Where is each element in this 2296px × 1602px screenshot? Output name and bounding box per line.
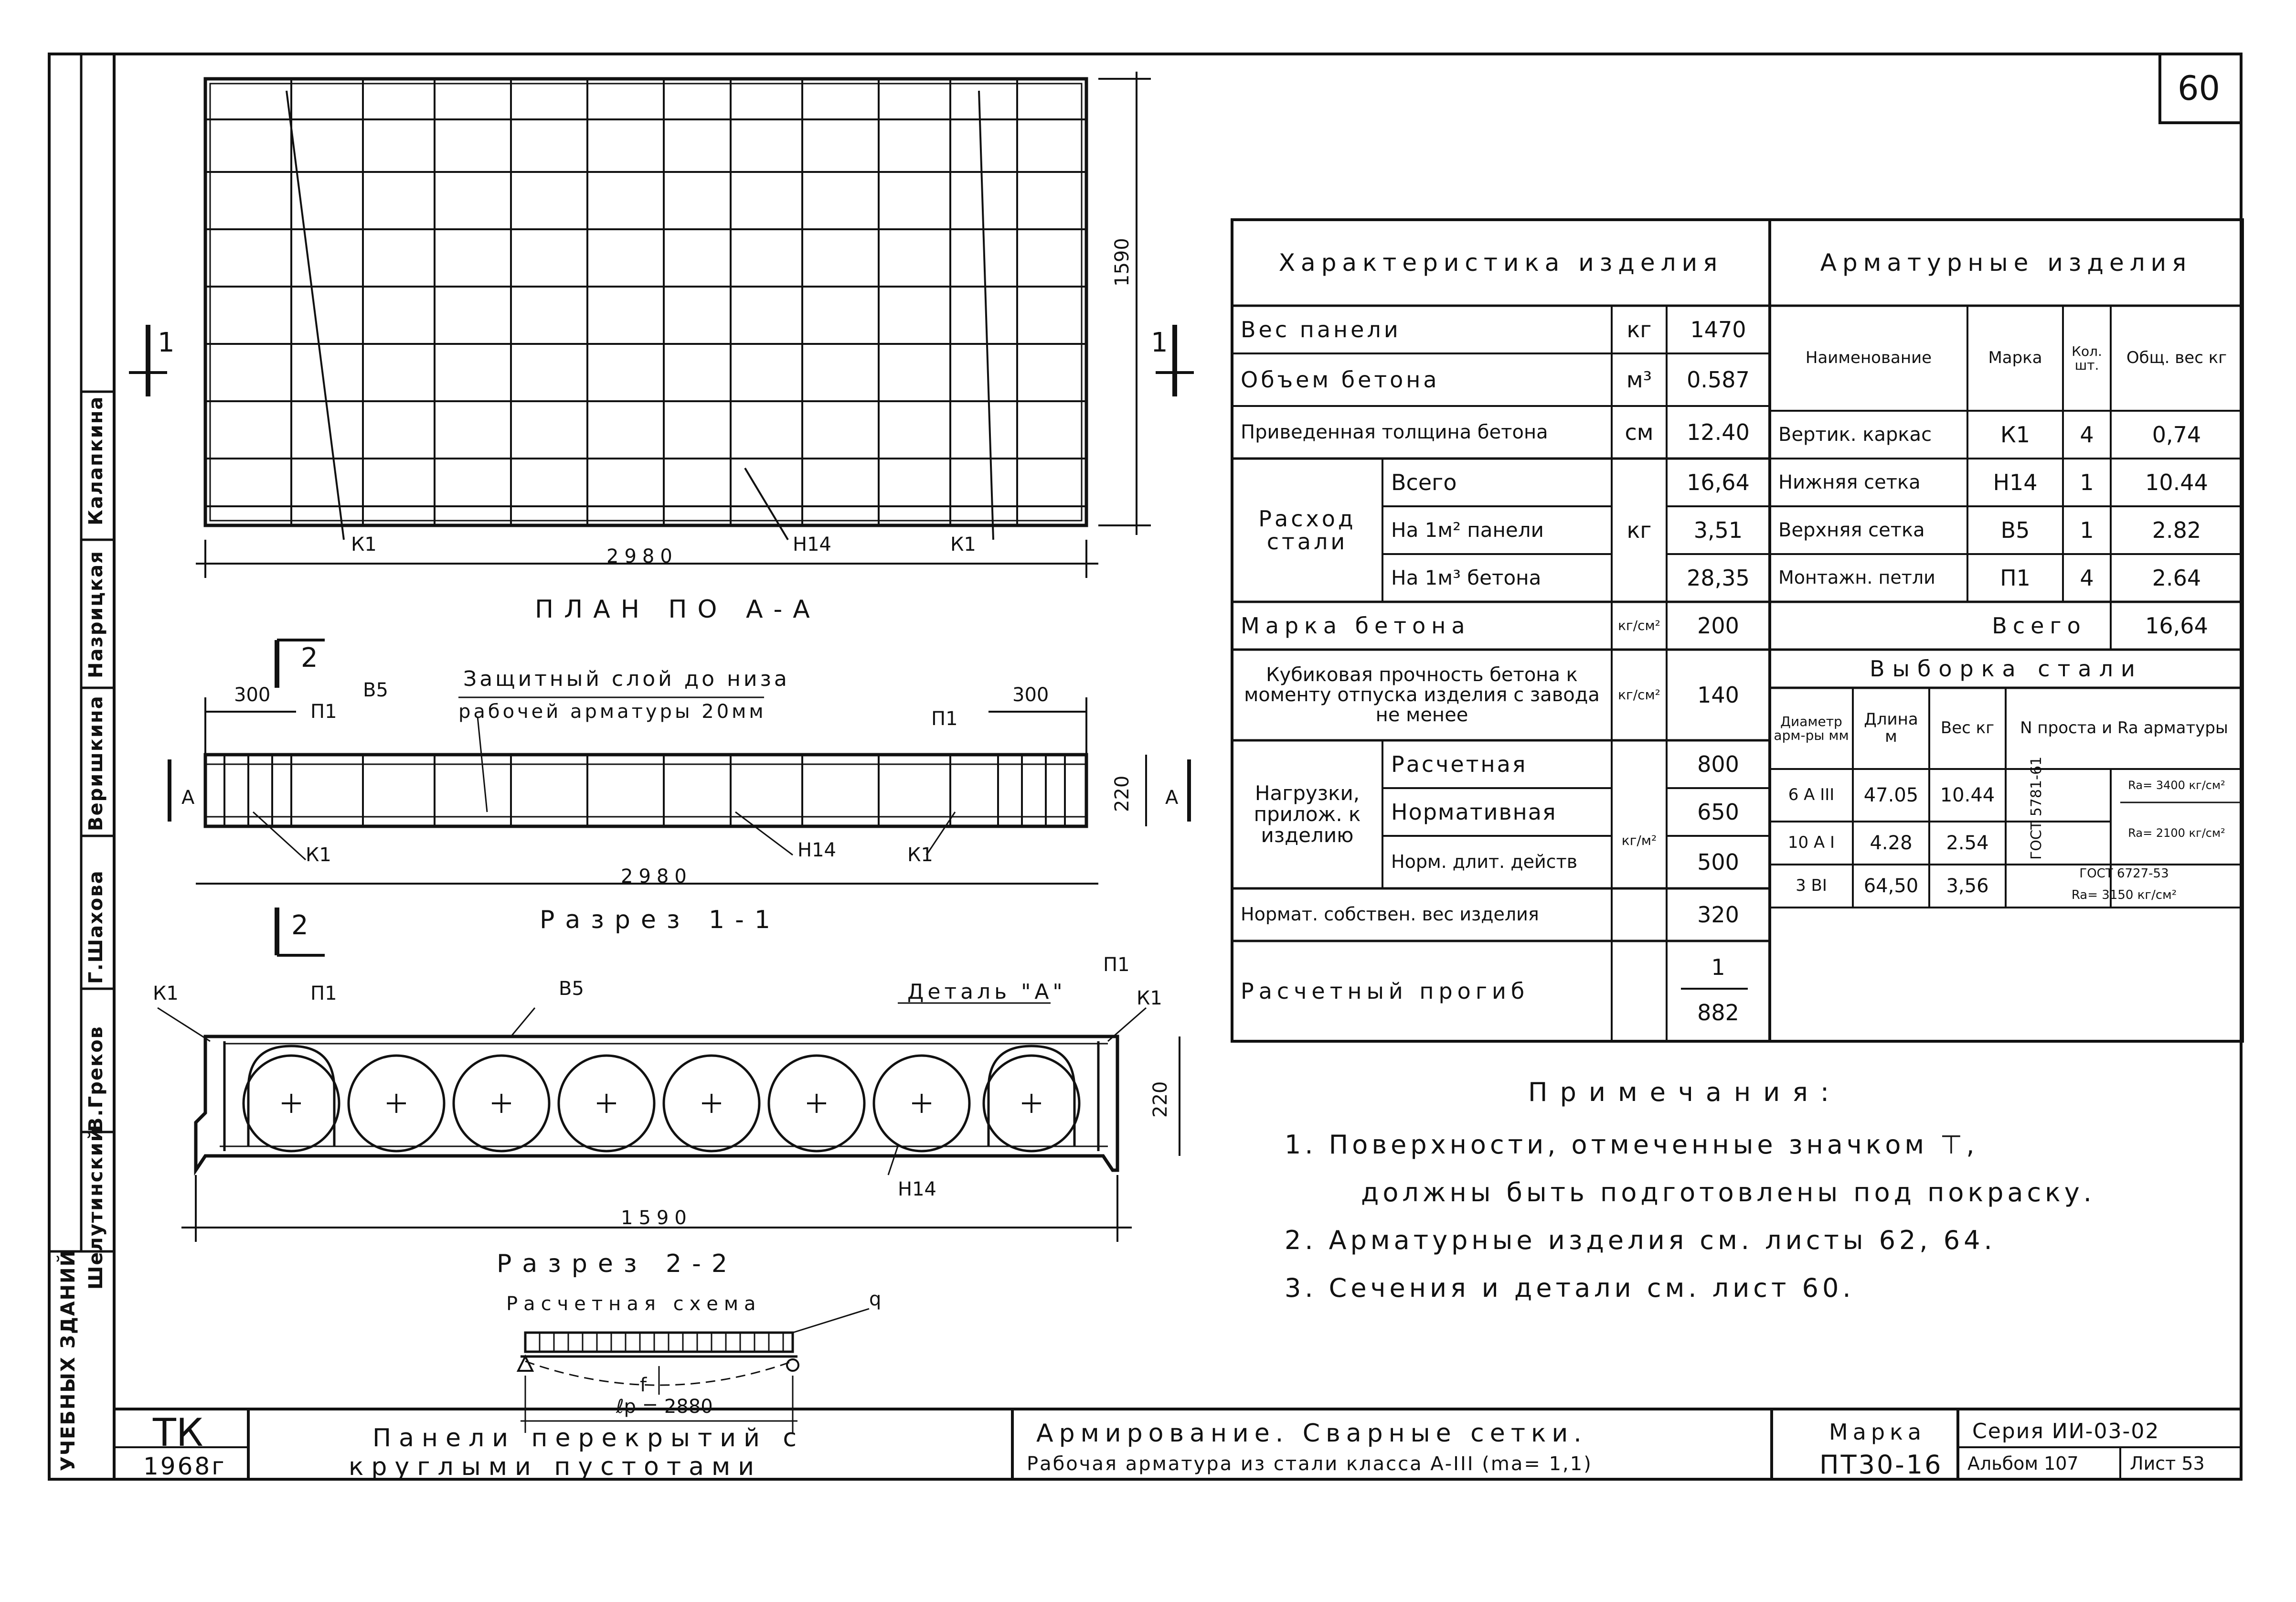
scheme-load-label: q: [869, 1288, 882, 1310]
title-year: 1968г: [143, 1452, 226, 1480]
plan-label-n14: Н14: [793, 534, 831, 555]
steel-col-ra: N проста и Ra арматуры: [2020, 718, 2228, 738]
plan-width-dim: 1590: [1111, 238, 1133, 287]
reinf-row-weight: 0,74: [2152, 421, 2201, 448]
s11-label-k1-right: К1: [907, 844, 933, 866]
title-album: Альбом 107: [1967, 1453, 2079, 1474]
char-cube-unit: кг/см²: [1618, 687, 1660, 703]
plan-caption: ПЛАН ПО А-А: [535, 595, 820, 624]
title-series: Серия ИИ-03-02: [1972, 1419, 2160, 1443]
char-header: Характеристика изделия: [1278, 248, 1723, 277]
s22-height-dim: 220: [1149, 1081, 1171, 1118]
reinf-row-mark: П1: [2000, 565, 2030, 591]
title-name-line1: Панели перекрытий с: [372, 1424, 804, 1452]
sheet-number: 60: [2178, 69, 2221, 108]
char-own-weight-value: 320: [1697, 901, 1739, 928]
char-concrete-value: 200: [1697, 612, 1739, 639]
side-name-3: Веришкина: [85, 695, 107, 831]
side-name-1: Калапкина: [85, 395, 107, 525]
steel-col-length: Длина м: [1864, 710, 1918, 746]
char-steel-group: Расход стали: [1258, 505, 1356, 555]
plan-section-mark-right: 1: [1151, 327, 1168, 358]
steel-ref-2: ГОСТ 6727-53: [2079, 866, 2169, 881]
char-row-value: 0.587: [1687, 366, 1750, 393]
side-vertical-label: УЧЕБНЫХ ЗДАНИЙ: [57, 1249, 79, 1471]
s22-label-p1-left: П1: [310, 983, 337, 1004]
char-steel-unit: кг: [1626, 517, 1652, 543]
reinf-row-name: Нижняя сетка: [1778, 471, 1921, 493]
reinf-row-name: Монтажн. петли: [1778, 567, 1935, 588]
steel-row-ra: Ra= 3400 кг/см²: [2128, 779, 2225, 792]
char-row-value: 12.40: [1687, 419, 1750, 445]
s11-dim-300-right: 300: [1012, 684, 1049, 706]
s22-label-v5: В5: [559, 978, 584, 1000]
char-row-unit: см: [1625, 419, 1654, 445]
s22-detail-label: Деталь "А": [907, 980, 1066, 1004]
s11-mark-a-left: А: [181, 787, 195, 809]
reinf-row-weight: 10.44: [2145, 469, 2208, 495]
s11-mark-a-right: А: [1165, 787, 1179, 809]
char-steel-name: На 1м² панели: [1391, 518, 1544, 542]
notes-header: Примечания:: [1528, 1077, 1842, 1107]
char-deflection-num: 1: [1711, 954, 1725, 980]
s11-label-v5: В5: [363, 679, 388, 701]
s11-height-dim: 220: [1111, 775, 1133, 812]
steel-row-weight: 10.44: [1940, 784, 1995, 806]
char-concrete-unit: кг/см²: [1618, 618, 1660, 634]
title-sheet: Лист 53: [2130, 1453, 2205, 1474]
reinf-total-value: 16,64: [2145, 612, 2208, 639]
title-org: ТК: [153, 1410, 203, 1455]
char-row-value: 1470: [1690, 316, 1746, 342]
s11-protective-layer-1: Защитный слой до низа: [463, 667, 790, 691]
scheme-span-label: ℓр = 2880: [616, 1396, 713, 1418]
side-name-5: В.Греков: [85, 1025, 107, 1132]
steel-row-diameter: 6 А III: [1788, 785, 1835, 805]
s11-section-mark-2-bottom: 2: [291, 910, 308, 941]
reinf-row-name: Верхняя сетка: [1778, 519, 1925, 541]
plan-label-k1-left: К1: [351, 534, 377, 555]
reinf-row-qty: 4: [2080, 565, 2094, 591]
char-row-unit: кг: [1626, 316, 1652, 342]
title-desc-line2: Рабочая арматура из стали класса А-III (ma= 1,1): [1027, 1453, 1593, 1475]
char-loads-group: Нагрузки, прилож. к изделию: [1254, 781, 1361, 847]
reinf-row-qty: 1: [2080, 469, 2094, 495]
note-item-1: 1. Поверхности, отмеченные значком ⊤,: [1285, 1130, 1978, 1160]
steel-ref-1: ГОСТ 5781-61: [2028, 756, 2045, 860]
steel-header: Выборка стали: [1870, 655, 2143, 682]
char-loads-unit: кг/м²: [1621, 833, 1657, 849]
char-cube-strength: Кубиковая прочность бетона к моменту отпуска изделия с завода не менее: [1244, 664, 1600, 726]
s11-caption: Разрез 1-1: [540, 906, 781, 934]
steel-row-weight: 3,56: [1946, 875, 1989, 897]
char-cube-value: 140: [1697, 682, 1739, 708]
scheme-caption: Расчетная схема: [506, 1293, 762, 1315]
s22-caption: Разрез 2-2: [497, 1250, 738, 1278]
title-marka-value: ПТ30-16: [1819, 1450, 1943, 1480]
title-desc-line1: Армирование. Сварные сетки.: [1036, 1419, 1587, 1448]
char-row-name: Вес панели: [1241, 316, 1401, 342]
reinf-col-name: Наименование: [1805, 348, 1932, 368]
note-item-2: 2. Арматурные изделия см. листы 62, 64.: [1285, 1225, 1996, 1255]
reinf-row-weight: 2.64: [2152, 565, 2201, 591]
s22-label-n14: Н14: [898, 1178, 936, 1200]
char-deflection: Расчетный прогиб: [1241, 978, 1530, 1004]
char-deflection-den: 882: [1697, 999, 1739, 1025]
s22-width-dim: 1590: [621, 1207, 692, 1229]
reinf-col-mark: Марка: [1988, 348, 2042, 368]
plan-section-mark-left: 1: [158, 327, 175, 358]
s11-label-k1-left: К1: [306, 844, 331, 866]
steel-row-diameter: 10 А I: [1787, 833, 1835, 853]
title-marka-label: Марка: [1829, 1419, 1926, 1445]
reinf-row-name: Вертик. каркас: [1778, 424, 1932, 446]
steel-row-length: 64,50: [1863, 875, 1919, 897]
side-name-2: Назрицкая: [85, 550, 107, 678]
char-steel-name: Всего: [1391, 469, 1457, 495]
reinf-row-mark: К1: [2000, 421, 2030, 448]
char-load-name: Нормативная: [1391, 799, 1557, 825]
steel-row-diameter: 3 ВI: [1796, 876, 1827, 896]
char-steel-value: 28,35: [1687, 565, 1750, 591]
char-concrete-mark: Марка бетона: [1241, 612, 1471, 639]
char-load-value: 800: [1697, 751, 1739, 777]
note-item-3: 3. Сечения и детали см. лист 60.: [1285, 1273, 1855, 1303]
reinf-col-weight: Общ. вес кг: [2126, 348, 2227, 368]
char-row-name: Приведенная толщина бетона: [1241, 421, 1548, 443]
char-load-value: 500: [1697, 849, 1739, 875]
s22-label-k1-right: К1: [1137, 987, 1162, 1009]
char-row-unit: м³: [1626, 366, 1652, 393]
note-item-1-cont: должны быть подготовлены под покраску.: [1361, 1177, 2095, 1207]
s11-label-p1-right: П1: [931, 708, 958, 730]
char-load-name: Расчетная: [1391, 751, 1528, 777]
steel-col-weight: Вес кг: [1940, 718, 1995, 738]
char-load-name: Норм. длит. действ: [1391, 851, 1578, 873]
s11-label-n14: Н14: [797, 839, 836, 861]
char-steel-value: 16,64: [1687, 469, 1750, 495]
char-row-name: Объем бетона: [1241, 366, 1440, 393]
plan-length-dim: 2980: [606, 545, 678, 567]
steel-row-ra: Ra= 3150 кг/см²: [2071, 888, 2177, 903]
reinf-row-qty: 1: [2080, 517, 2094, 543]
reinf-row-qty: 4: [2080, 421, 2094, 448]
char-steel-value: 3,51: [1693, 517, 1743, 543]
char-steel-name: На 1м³ бетона: [1391, 566, 1541, 589]
char-load-value: 650: [1697, 799, 1739, 825]
s22-label-p1-right: П1: [1103, 954, 1130, 976]
steel-row-weight: 2.54: [1946, 832, 1989, 854]
steel-row-ra: Ra= 2100 кг/см²: [2128, 826, 2225, 840]
s11-section-mark-2-top: 2: [301, 642, 318, 673]
title-name-line2: круглыми пустотами: [349, 1452, 762, 1481]
plan-label-k1-right: К1: [950, 534, 976, 555]
s11-label-p1-left: П1: [310, 701, 337, 723]
char-own-weight: Нормат. собствен. вес изделия: [1241, 904, 1539, 925]
s11-protective-layer-2: рабочей арматуры 20мм: [458, 701, 766, 723]
reinf-header: Арматурные изделия: [1820, 248, 2192, 277]
steel-row-length: 4.28: [1870, 832, 1913, 854]
steel-col-diameter: Диаметр арм-ры мм: [1774, 713, 1849, 743]
s11-dim-300-left: 300: [234, 684, 271, 706]
reinf-total-label: Всего: [1992, 612, 2086, 639]
reinf-row-mark: Н14: [1993, 469, 2038, 495]
scheme-deflection-label: f: [640, 1374, 647, 1396]
reinf-row-weight: 2.82: [2152, 517, 2201, 543]
steel-row-length: 47.05: [1863, 784, 1919, 806]
reinf-col-qty: Кол. шт.: [2072, 343, 2102, 373]
reinf-row-mark: В5: [2000, 517, 2030, 543]
s22-label-k1-left: К1: [153, 983, 179, 1004]
s11-length-dim: 2980: [621, 865, 692, 887]
side-name-4: Г.Шахова: [85, 870, 107, 984]
side-name-6: Шелутинский: [85, 1127, 107, 1290]
